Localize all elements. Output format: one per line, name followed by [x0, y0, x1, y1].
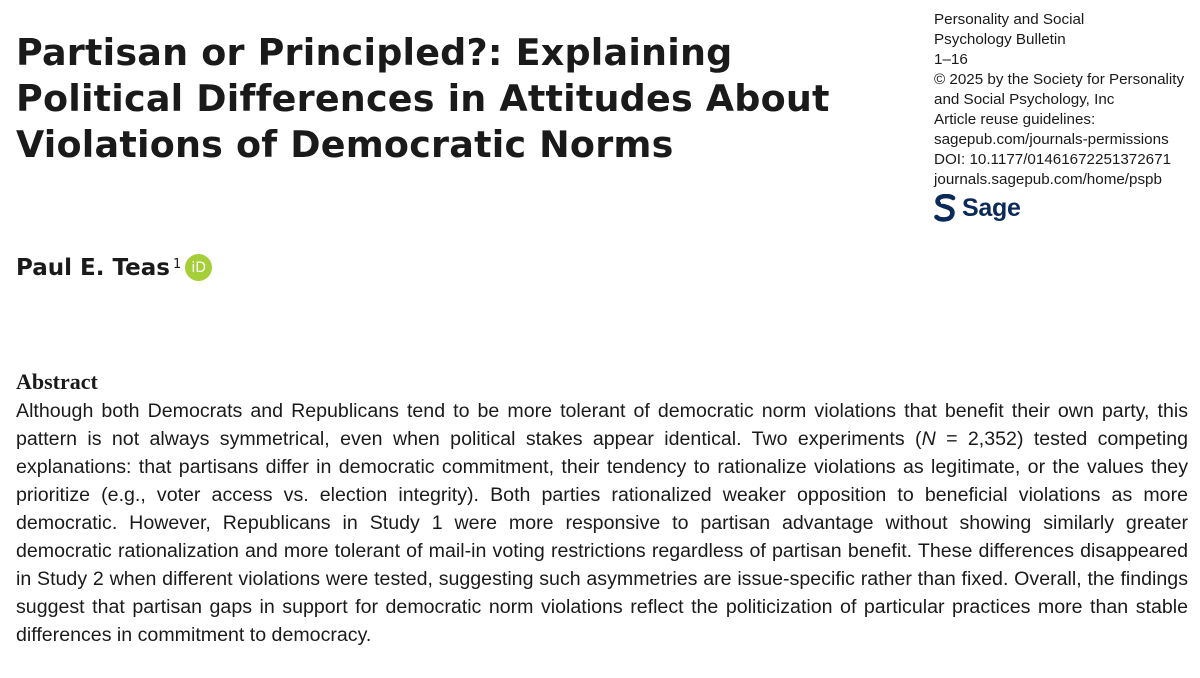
orcid-icon[interactable]: iD [185, 254, 212, 281]
reuse-guidelines-label: Article reuse guidelines: [934, 111, 1096, 128]
journal-name-line-1: Personality and Social [934, 11, 1085, 28]
page-range: 1–16 [934, 51, 968, 68]
journal-name-line-2: Psychology Bulletin [934, 31, 1066, 48]
abstract-text: Although both Democrats and Republicans tend to be more tolerant of democratic norm violations that benefit their own party, this pattern is not always symmetrical, even when political stakes appear identical. Two experiments (N = 2,352) tested competing explanations: that partisans differ in democratic commitment, their tendency to rationalize violations as legitimate, or the values they prioritize (e.g., voter access vs. election integrity). Both parties rationalized weaker opposition to beneficial violations as more democratic. However, Republicans in Study 1 were more responsive to partisan advantage without showing similarly greater democratic rationalization and more tolerant of mail-in voting restrictions regardless of partisan benefit. These differences disappeared in Study 2 when different violations were tested, suggesting such asymmetries are issue-specific rather than fixed. Overall, the findings suggest that partisan gaps in support for democratic norm violations reflect the politicization of particular practices more than stable differences in commitment to democracy. [16, 400, 1188, 646]
copyright-line-2: and Social Psychology, Inc [934, 91, 1115, 108]
author-name: Paul E. Teas [16, 255, 170, 281]
affiliation-mark: 1 [172, 257, 182, 272]
publisher-name: Sage [962, 193, 1021, 222]
publisher-logo [934, 193, 1021, 223]
abstract-heading: Abstract [16, 369, 98, 394]
sample-size-symbol: N [921, 428, 936, 450]
copyright-line-1: © 2025 by the Society for Personality [934, 71, 1185, 88]
doi[interactable]: DOI: 10.1177/01461672251372671 [934, 151, 1172, 168]
permissions-link[interactable]: sagepub.com/journals-permissions [934, 131, 1169, 148]
journal-homepage-link[interactable]: journals.sagepub.com/home/pspb [934, 171, 1162, 188]
sage-s-icon [934, 194, 956, 222]
journal-metadata [934, 10, 1194, 190]
article-title: Partisan or Principled?: Explaining Political Differences in Attitudes About Violations of Democratic Norms [16, 31, 830, 166]
author-line [16, 250, 212, 286]
